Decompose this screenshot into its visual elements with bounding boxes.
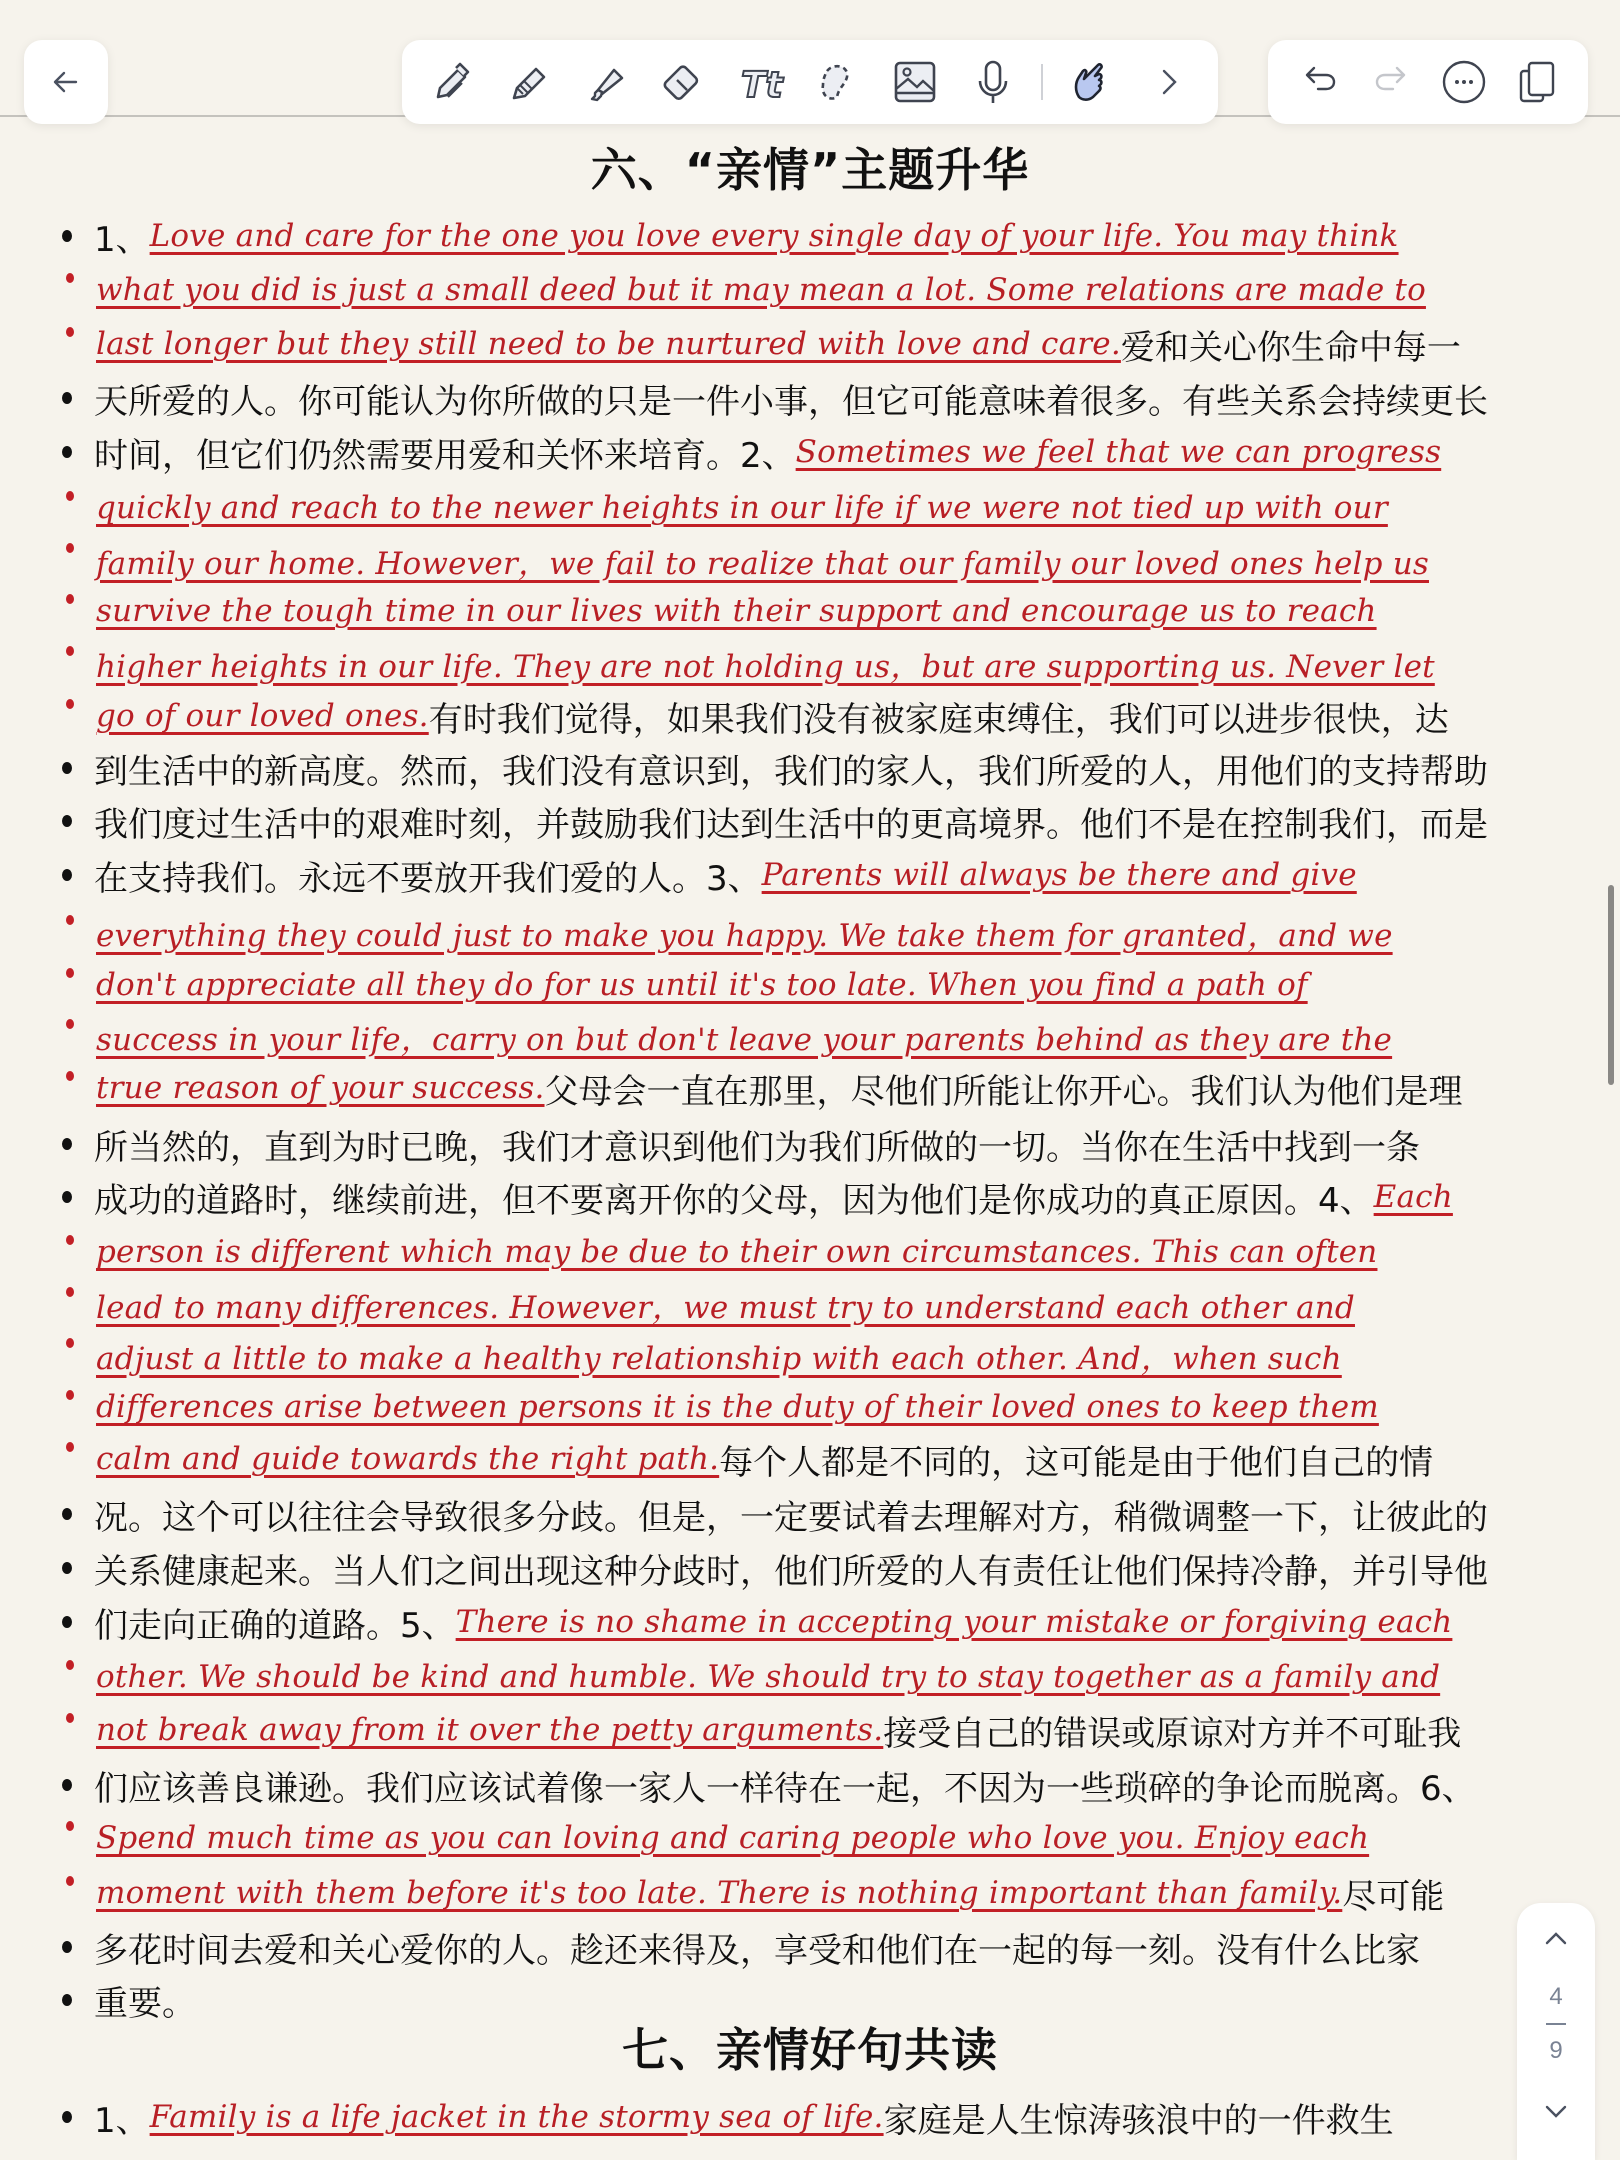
english-handwriting-text: person is different which may be due to their own circumstances. This can often	[96, 1234, 1378, 1270]
english-handwriting-text: go of our loved ones.	[96, 698, 429, 734]
bullet-point	[66, 1442, 74, 1452]
section-heading-6: 六、“亲情”主题升华	[590, 143, 1030, 197]
english-handwriting-text: last longer but they still need to be nurtured with love and care.	[96, 326, 1121, 362]
text-line	[0, 850, 1600, 900]
toolbar-separator	[1041, 64, 1043, 100]
english-handwriting-text: Sometimes we feel that we can progress	[795, 434, 1442, 470]
bullet-point	[62, 1941, 72, 1953]
bullet-point	[66, 543, 74, 553]
text-line	[0, 1011, 1600, 1061]
text-line	[0, 796, 1600, 846]
chinese-text: 况。这个可以往往会导致很多分歧。但是，一定要试着去理解对方，稍微调整一下，让彼此的	[94, 1497, 1488, 1538]
text-line	[0, 638, 1600, 688]
bullet-point	[66, 1713, 74, 1723]
arrow-left-icon	[46, 62, 86, 102]
bullet-point	[66, 594, 74, 604]
page-navigator	[1517, 1903, 1595, 2160]
pen-icon	[426, 57, 476, 107]
english-handwriting-text: differences arise between persons it is the duty of their loved ones to keep them	[96, 1389, 1379, 1425]
english-handwriting-text: Family is a life jacket in the stormy sea of life.	[149, 2099, 884, 2135]
chevron-right-icon	[1144, 57, 1194, 107]
bullet-point	[66, 1071, 74, 1081]
page-up-button[interactable]	[1536, 1919, 1576, 1959]
english-handwriting-text: adjust a little to make a healthy relationship with each other. And，when such	[96, 1340, 1342, 1377]
chinese-text: 关系健康起来。当人们之间出现这种分歧时，他们所爱的人有责任让他们保持冷静，并引导他	[94, 1551, 1488, 1592]
ellipsis-circle-icon	[1439, 57, 1489, 107]
image-tool-button[interactable]	[886, 53, 944, 111]
more-tools-button[interactable]	[1140, 53, 1198, 111]
microphone-icon	[968, 57, 1018, 107]
pages-icon	[1512, 57, 1562, 107]
current-page: 4	[1549, 1983, 1563, 2010]
bullet-point	[66, 491, 74, 501]
bullet-point	[62, 869, 72, 881]
page-separator	[1546, 2023, 1566, 2025]
text-line	[0, 1705, 1600, 1755]
chinese-text: 多花时间去爱和关心爱你的人。趁还来得及，享受和他们在一起的每一刻。没有什么比家	[94, 1930, 1420, 1971]
image-icon	[890, 57, 940, 107]
text-line	[0, 743, 1600, 793]
chinese-text: 每个人都是不同的，这可能是由于他们自己的情	[719, 1442, 1434, 1483]
bullet-point	[62, 2111, 72, 2123]
bullet-point	[66, 1287, 74, 1297]
text-line	[0, 1172, 1600, 1222]
redo-button[interactable]	[1363, 53, 1421, 111]
chinese-text: 家庭是人生惊涛骇浪中的一件救生	[883, 2100, 1394, 2141]
english-handwriting-text: Love and care for the one you love every single day of your life. You may think	[149, 218, 1399, 254]
text-line	[0, 265, 1600, 315]
bullet-point	[62, 1508, 72, 1520]
text-line	[0, 1922, 1600, 1972]
bullet-point	[62, 1191, 72, 1203]
english-handwriting-text: There is no shame in accepting your mistake or forgiving each	[455, 1604, 1453, 1640]
text-line	[0, 373, 1600, 423]
more-options-button[interactable]	[1435, 53, 1493, 111]
chinese-text: 们应该善良谦逊。我们应该试着像一家人一样待在一起，不因为一些琐碎的争论而脱离。6、	[94, 1768, 1476, 1809]
chinese-text: 1、	[94, 219, 150, 260]
svg-text:Tt: Tt	[740, 65, 783, 106]
english-handwriting-text: survive the tough time in our lives with their support and encourage us to reach	[96, 593, 1377, 629]
eraser-icon	[658, 57, 708, 107]
bullet-point	[62, 446, 72, 458]
highlighter-tool-button[interactable]	[577, 53, 635, 111]
english-handwriting-text: quickly and reach to the newer heights in our life if we were not tied up with our	[96, 490, 1388, 526]
english-handwriting-text: success in your life，carry on but don't leave your parents behind as they are the	[96, 1021, 1393, 1058]
english-handwriting-text: higher heights in our life. They are not holding us，but are supporting us. Never let	[96, 648, 1435, 685]
bullet-point	[66, 646, 74, 656]
chevron-down-icon	[1541, 2096, 1571, 2126]
microphone-tool-button[interactable]	[964, 53, 1022, 111]
text-line	[0, 1382, 1600, 1432]
text-line	[0, 1868, 1600, 1918]
english-handwriting-text: Spend much time as you can loving and caring people who love you. Enjoy each	[96, 1820, 1370, 1856]
pencil-icon	[503, 57, 553, 107]
pencil-tool-button[interactable]	[499, 53, 557, 111]
pages-button[interactable]	[1508, 53, 1566, 111]
english-handwriting-text: family our home. However，we fail to realize that our family our loved ones help us	[96, 545, 1429, 582]
section-heading-7: 七、亲情好句共读	[622, 2023, 998, 2077]
chinese-text: 时间，但它们仍然需要用爱和关怀来培育。2、	[94, 435, 796, 476]
text-line	[0, 2092, 1600, 2142]
bullet-point	[62, 392, 72, 404]
text-line	[0, 1813, 1600, 1863]
pen-tool-button[interactable]	[422, 53, 480, 111]
english-handwriting-text: lead to many differences. However，we must try to understand each other and	[96, 1289, 1355, 1326]
chinese-text: 到生活中的新高度。然而，我们没有意识到，我们的家人，我们所爱的人，用他们的支持帮助	[94, 751, 1488, 792]
text-line	[0, 1489, 1600, 1539]
bullet-point	[62, 230, 72, 242]
highlighter-icon	[581, 57, 631, 107]
text-line	[0, 907, 1600, 957]
english-handwriting-text: Parents will always be there and give	[761, 857, 1357, 893]
text-line	[0, 535, 1600, 585]
lasso-icon	[813, 57, 863, 107]
bullet-point	[62, 1994, 72, 2006]
bullet-point	[62, 1779, 72, 1791]
english-handwriting-text: what you did is just a small deed but it may mean a lot. Some relations are made to	[96, 272, 1426, 308]
text-line	[0, 1543, 1600, 1593]
text-line	[0, 691, 1600, 741]
text-line	[0, 1063, 1600, 1113]
text-line	[0, 1119, 1600, 1169]
vertical-scrollbar[interactable]	[1608, 885, 1614, 1085]
text-tool-button[interactable]	[732, 53, 790, 111]
chinese-text: 们走向正确的道路。5、	[94, 1605, 456, 1646]
bullet-point	[66, 327, 74, 337]
english-handwriting-text: true reason of your success.	[96, 1070, 545, 1106]
english-handwriting-text: moment with them before it's too late. There is nothing important than family.	[96, 1875, 1343, 1911]
bullet-point	[66, 699, 74, 709]
chinese-text: 父母会一直在那里，尽他们所能让你开心。我们认为他们是理	[544, 1071, 1463, 1112]
bullet-point	[66, 1660, 74, 1670]
chinese-text: 在支持我们。永远不要放开我们爱的人。3、	[94, 858, 762, 899]
chinese-text: 有时我们觉得，如果我们没有被家庭束缚住，我们可以进步很快，达	[428, 699, 1449, 740]
text-line	[0, 1434, 1600, 1484]
back-button[interactable]	[24, 40, 108, 124]
english-handwriting-text: don't appreciate all they do for us until it's too late. When you find a path of	[96, 967, 1308, 1003]
chinese-text: 所当然的，直到为时已晚，我们才意识到他们为我们所做的一切。当你在生活中找到一条	[94, 1127, 1420, 1168]
bullet-point	[62, 1138, 72, 1150]
bullet-point	[62, 1562, 72, 1574]
text-line	[0, 1279, 1600, 1329]
eraser-tool-button[interactable]	[654, 53, 712, 111]
chinese-text: 1、	[94, 2100, 150, 2141]
page-down-button[interactable]	[1536, 2091, 1576, 2131]
undo-button[interactable]	[1290, 53, 1348, 111]
text-line	[0, 586, 1600, 636]
text-line	[0, 319, 1600, 369]
bullet-point	[66, 273, 74, 283]
text-line	[0, 483, 1600, 533]
redo-icon	[1367, 57, 1417, 107]
bullet-point	[62, 815, 72, 827]
text-line	[0, 1330, 1600, 1380]
english-handwriting-text: Each	[1373, 1179, 1453, 1215]
total-pages: 9	[1549, 2037, 1563, 2064]
chevron-up-icon	[1541, 1924, 1571, 1954]
text-line	[0, 427, 1600, 477]
bullet-point	[66, 968, 74, 978]
chinese-text: 接受自己的错误或原谅对方并不可耻我	[883, 1713, 1462, 1754]
tools-toolbar	[402, 40, 1218, 124]
english-handwriting-text: everything they could just to make you happy. We take them for granted，and we	[96, 917, 1393, 954]
bullet-point	[66, 1821, 74, 1831]
chinese-text: 我们度过生活中的艰难时刻，并鼓励我们达到生活中的更高境界。他们不是在控制我们，而是	[94, 804, 1488, 845]
text-line	[0, 1227, 1600, 1277]
bullet-point	[66, 1235, 74, 1245]
bullet-point	[66, 915, 74, 925]
english-handwriting-text: not break away from it over the petty arguments.	[96, 1712, 884, 1748]
chinese-text: 重要。	[94, 1983, 196, 2024]
text-line	[0, 960, 1600, 1010]
chinese-text: 尽可能	[1342, 1876, 1445, 1917]
english-handwriting-text: other. We should be kind and humble. We should try to stay together as a family and	[96, 1659, 1441, 1695]
chinese-text: 爱和关心你生命中每一	[1120, 327, 1461, 368]
lasso-tool-button[interactable]	[809, 53, 867, 111]
text-line	[0, 1597, 1600, 1647]
text-line	[0, 1652, 1600, 1702]
bullet-point	[62, 762, 72, 774]
chinese-text: 天所爱的人。你可能认为你所做的只是一件小事，但它可能意味着很多。有些关系会持续更长	[94, 381, 1488, 422]
bullet-point	[66, 1019, 74, 1029]
bullet-point	[66, 1876, 74, 1886]
english-handwriting-text: calm and guide towards the right path.	[96, 1441, 720, 1477]
undo-icon	[1294, 57, 1344, 107]
bullet-point	[66, 1390, 74, 1400]
text-line	[0, 1760, 1600, 1810]
hand-pointer-icon	[1067, 57, 1117, 107]
bullet-point	[66, 1338, 74, 1348]
chinese-text: 成功的道路时，继续前进，但不要离开你的父母，因为他们是你成功的真正原因。4、	[94, 1180, 1374, 1221]
text-tt-icon	[736, 57, 786, 107]
bullet-point	[62, 1616, 72, 1628]
text-line	[0, 211, 1600, 261]
hand-tool-button[interactable]	[1063, 53, 1121, 111]
actions-toolbar	[1268, 40, 1588, 124]
